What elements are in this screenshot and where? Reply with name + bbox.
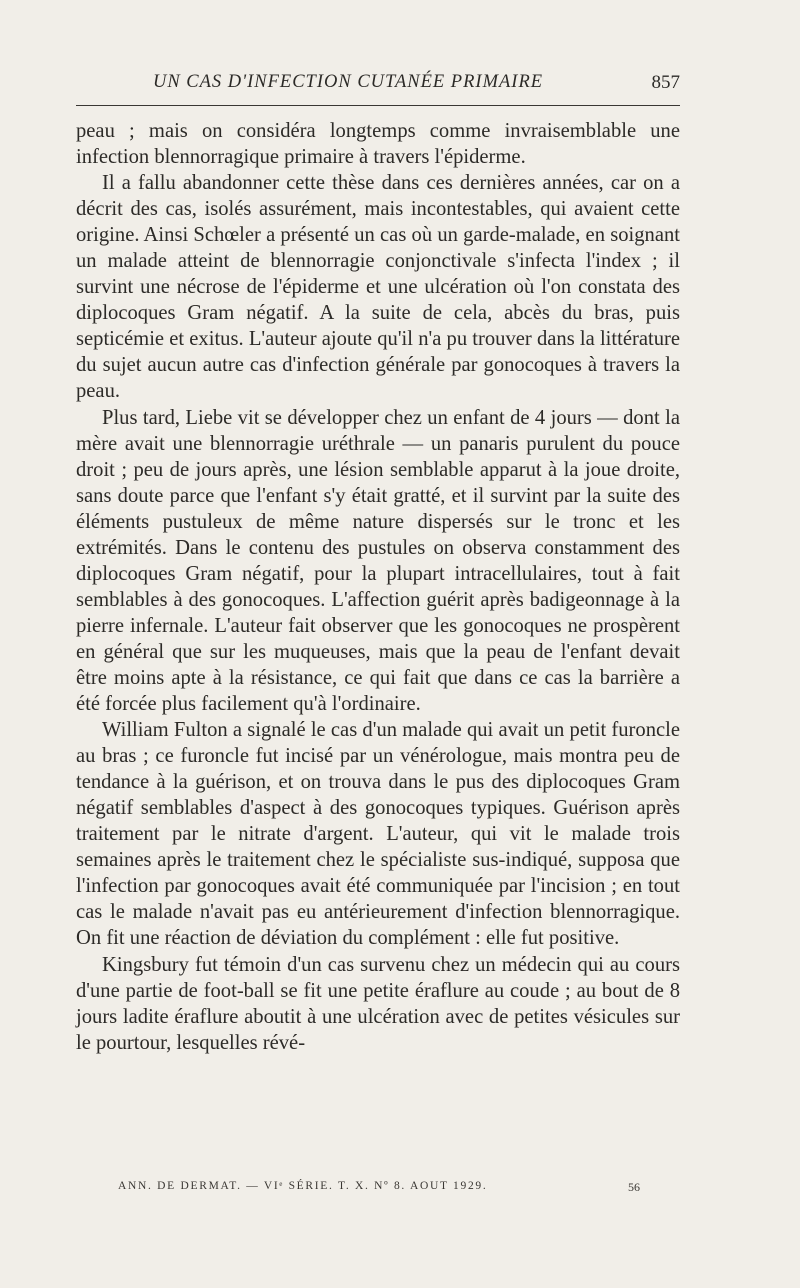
paragraph: Kingsbury fut témoin d'un cas survenu chez un médecin qui au cours d'une partie de foot-ball se fit une petite éraflure au coude ; au bout de 8 jours ladite éraflure aboutit à une ulcération avec de petites vésicules sur le pourtour, lesquelles révé- (76, 953, 680, 1054)
journal-reference: ANN. DE DERMAT. — VIᵉ SÉRIE. T. X. Nº 8. AOUT 1929. (118, 1180, 488, 1192)
running-title: UN CAS D'INFECTION CUTANÉE PRIMAIRE (152, 72, 544, 92)
page-number: 857 (651, 72, 680, 93)
paragraph: William Fulton a signalé le cas d'un malade qui avait un petit furoncle au bras ; ce furoncle fut incisé par un vénérologue, mais montra peu de tendance à la guérison, et on trouva dans le pus des diplocoques Gram négatif semblables d'aspect à des gonocoques typiques. Guérison après traitement par le nitrate d'argent. L'auteur, qui vit le malade trois semaines après le traitement chez le spécialiste sus-indiqué, supposa que l'infection par gonocoques avait été communiquée par l'incision ; en tout cas le malade n'avait pas eu antérieurement d'infection blennorragique. On fit une réaction de déviation du complément : elle fut positive. (76, 719, 680, 950)
header-rule (76, 105, 680, 106)
running-head (76, 72, 680, 100)
body-text (76, 118, 680, 1056)
paragraph: peau ; mais on considéra longtemps comme invraisemblable une infection blennorragique primaire à travers l'épiderme. (76, 120, 680, 169)
paragraph: Il a fallu abandonner cette thèse dans ces dernières années, car on a décrit des cas, isolés assurément, mais incontestables, qui avaient cette origine. Ainsi Schœler a présenté un cas où un garde-malade, en soignant un malade atteint de blennorragie conjonctivale s'infecta l'index ; il survint une nécrose de l'épiderme et une ulcération où l'on constata des diplocoques Gram négatif. A la suite de cela, abcès du bras, puis septicémie et exitus. L'auteur ajoute qu'il n'a pu trouver dans la littérature du sujet aucun autre cas d'infection générale par gonocoques à travers la peau. (76, 172, 680, 403)
page-footer (118, 1180, 640, 1200)
paragraph: Plus tard, Liebe vit se développer chez un enfant de 4 jours — dont la mère avait une blennorragie uréthrale — un panaris purulent du pouce droit ; peu de jours après, une lésion semblable apparut à la joue droite, sans doute parce que l'enfant s'y était gratté, et il survint par la suite des éléments pustuleux de même nature dispersés sur le tronc et les extrémités. Dans le contenu des pustules on observa constamment des diplocoques Gram négatif, pour la plupart intracellulaires, tout à fait semblables à des gonocoques. L'affection guérit après badigeonnage à la pierre infernale. L'auteur fait observer que les gonocoques ne prospèrent en général que sur les muqueuses, mais que la peau de l'enfant devait être moins apte à la résistance, ce qui fait que dans ce cas la barrière a été forcée plus facilement qu'à l'ordinaire. (76, 406, 680, 716)
signature-mark: 56 (628, 1180, 640, 1194)
